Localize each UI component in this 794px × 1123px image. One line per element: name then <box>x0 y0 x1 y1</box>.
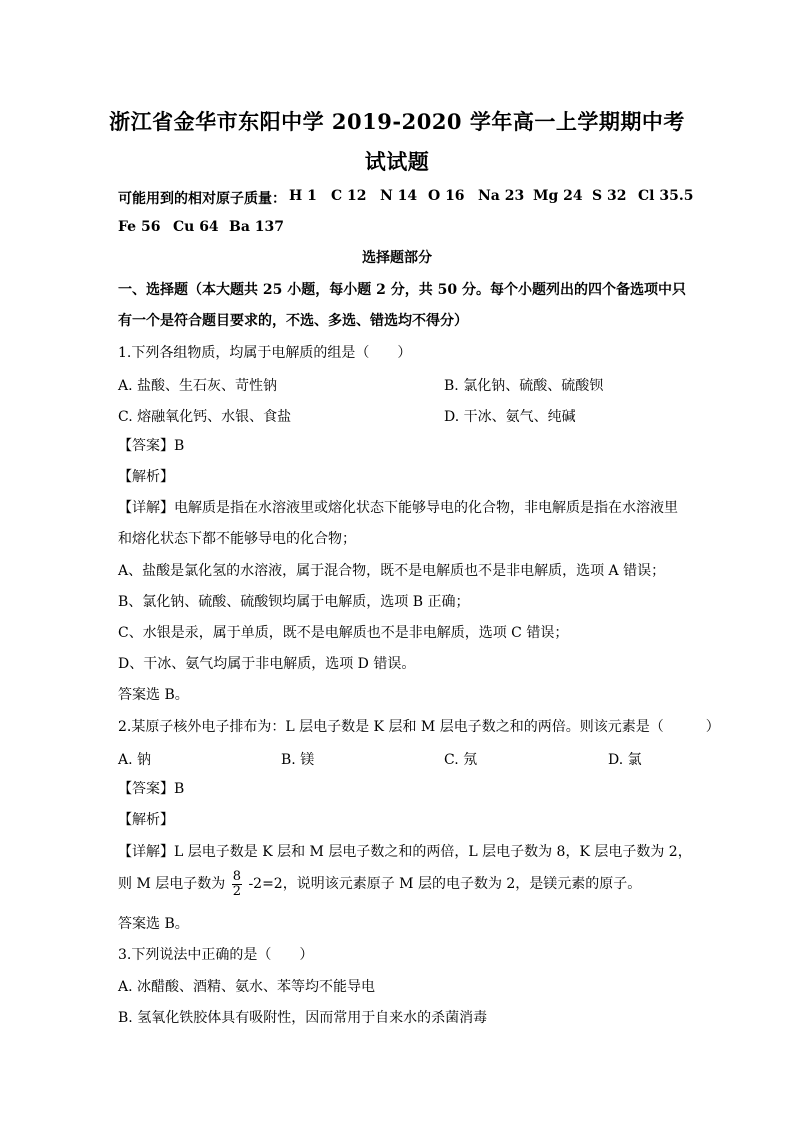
q1-analysis-heading: 【解析】 <box>118 469 174 485</box>
section-instruction-line2: 有一个是符合题目要求的，不选、多选、错选均不得分） <box>118 313 468 329</box>
q1-answer: 【答案】B <box>118 438 185 454</box>
atomic-mass-na: Na 23 <box>478 188 525 204</box>
atomic-mass-cu: Cu 64 <box>173 219 219 235</box>
q2-conclusion: 答案选 B。 <box>118 916 189 932</box>
q2-detail-line2 <box>118 866 641 902</box>
q2-detail-line2-prefix: 则 M 层电子数为 <box>118 876 226 892</box>
atomic-mass-h: H 1 <box>289 188 317 204</box>
atomic-mass-n: N 14 <box>380 188 418 204</box>
q1-detail-line3: A、盐酸是氯化氢的水溶液，属于混合物，既不是电解质也不是非电解质，选项 A 错误； <box>118 563 666 579</box>
fraction-8-over-2 <box>232 870 242 899</box>
q1-stem: 1.下列各组物质，均属于电解质的组是（ ） <box>118 345 412 361</box>
q1-detail-line6: D、干冰、氨气均属于非电解质，选项 D 错误。 <box>118 656 416 672</box>
section-heading: 选择题部分 <box>362 250 432 266</box>
q3-option-a: A. 冰醋酸、酒精、氨水、苯等均不能导电 <box>118 979 376 995</box>
q2-option-b: B. 镁 <box>281 752 315 768</box>
atomic-mass-mg: Mg 24 <box>533 188 583 204</box>
q1-detail-line1: 【详解】电解质是指在水溶液里或熔化状态下能够导电的化合物，非电解质是指在水溶液里 <box>118 500 678 516</box>
q1-detail-line5: C、水银是汞，属于单质，既不是电解质也不是非电解质，选项 C 错误； <box>118 625 569 641</box>
atomic-mass-ba: Ba 137 <box>229 219 285 235</box>
q2-detail-line1: 【详解】L 层电子数是 K 层和 M 层电子数之和的两倍，L 层电子数为 8，K 层电子数为 2， <box>118 844 692 860</box>
atomic-mass-cl: Cl 35.5 <box>638 188 694 204</box>
atomic-mass-c: C 12 <box>331 188 367 204</box>
q1-option-b: B. 氯化钠、硫酸、硫酸钡 <box>444 378 604 394</box>
q2-answer: 【答案】B <box>118 781 185 797</box>
q1-option-a: A. 盐酸、生石灰、苛性钠 <box>118 378 278 394</box>
q1-detail-line4: B、氯化钠、硫酸、硫酸钡均属于电解质，选项 B 正确； <box>118 594 470 610</box>
q1-option-c: C. 熔融氧化钙、水银、食盐 <box>118 409 292 425</box>
exam-title-line2: 试试题 <box>364 149 430 174</box>
exam-title-line1: 浙江省金华市东阳中学 2019-2020 学年高一上学期期中考 <box>109 109 685 134</box>
q1-option-d: D. 干冰、氨气、纯碱 <box>444 409 576 425</box>
q1-detail-line2: 和熔化状态下都不能够导电的化合物； <box>118 531 356 547</box>
atomic-mass-fe: Fe 56 <box>118 219 161 235</box>
q3-stem: 3.下列说法中正确的是（ ） <box>118 947 314 963</box>
q2-option-d: D. 氯 <box>608 752 642 768</box>
atomic-mass-o: O 16 <box>428 188 465 204</box>
q2-option-a: A. 钠 <box>118 752 152 768</box>
q2-analysis-heading: 【解析】 <box>118 812 174 828</box>
q2-stem: 2.某原子核外电子排布为：L 层电子数是 K 层和 M 层电子数之和的两倍。则该元素是（ ） <box>118 719 720 735</box>
section-instruction-line1: 一、选择题（本大题共 25 小题，每小题 2 分，共 50 分。每个小题列出的四个备选项中只 <box>118 282 686 298</box>
fraction-numerator: 8 <box>232 868 241 884</box>
atomic-mass-s: S 32 <box>592 188 627 204</box>
q2-detail-line2-suffix: -2=2，说明该元素原子 M 层的电子数为 2，是镁元素的原子。 <box>248 876 642 892</box>
q3-option-b: B. 氢氧化铁胶体具有吸附性，因而常用于自来水的杀菌消毒 <box>118 1010 488 1026</box>
q1-conclusion: 答案选 B。 <box>118 687 189 703</box>
atomic-mass-label: 可能用到的相对原子质量： <box>118 191 286 207</box>
fraction-denominator: 2 <box>232 883 241 899</box>
q2-option-c: C. 氖 <box>444 752 478 768</box>
